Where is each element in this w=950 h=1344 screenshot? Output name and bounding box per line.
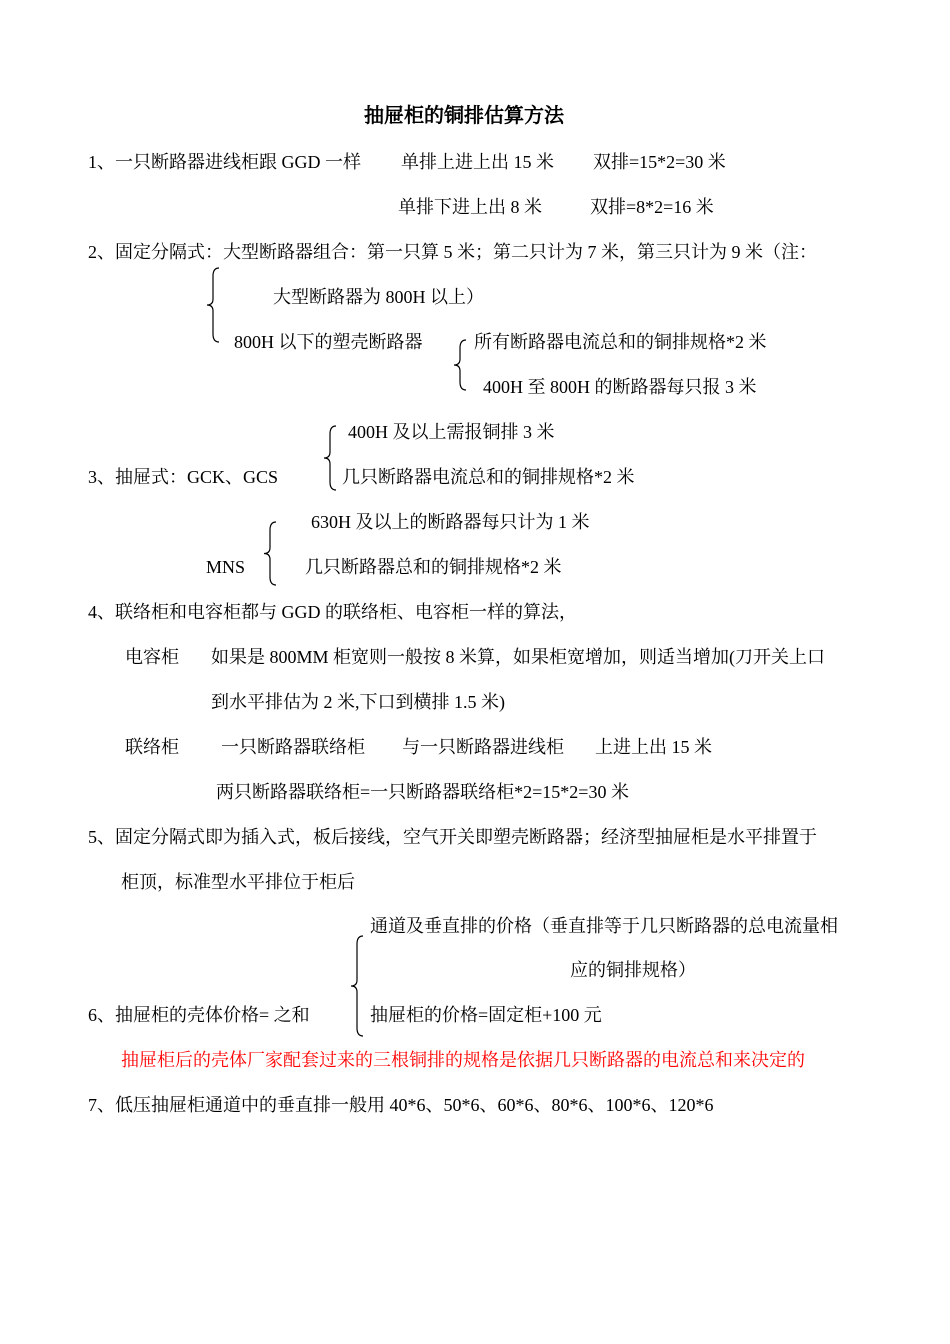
s1-single-top: 单排上进上出 15 米 [401, 152, 554, 172]
curly-brace-4 [264, 522, 276, 585]
s4-capacitor-label: 电容柜 [125, 647, 179, 667]
s6-channel-price-cont: 应的铜排规格） [570, 960, 696, 980]
s3-rule-1: 400H 及以上需报铜排 3 米 [348, 422, 555, 442]
s3-mns-label: MNS [206, 557, 246, 577]
s1-double-bottom: 双排=8*2=16 米 [590, 197, 714, 217]
s5-text-cont: 柜顶，标准型水平排位于柜后 [121, 872, 355, 892]
s4-tie-length: 上进上出 15 米 [595, 737, 712, 757]
s6-highlight-note: 抽屉柜后的壳体厂家配套过来的三根铜排的规格是依据几只断路器的电流总和来决定的 [121, 1050, 805, 1070]
s2-rule-2: 400H 至 800H 的断路器每只报 3 米 [483, 377, 757, 397]
curly-brace-5 [351, 936, 363, 1036]
curly-brace-1 [207, 268, 219, 342]
s2-mccb: 800H 以下的塑壳断路器 [234, 332, 423, 352]
curly-brace-2 [454, 340, 466, 390]
s6-channel-price: 通道及垂直排的价格（垂直排等于几只断路器的总电流量相 [370, 916, 838, 936]
s5-text: 5、固定分隔式即为插入式，板后接线，空气开关即塑壳断路器；经济型抽屉柜是水平排置于 [88, 827, 817, 847]
s3-mns-rule-1: 630H 及以上的断路器每只计为 1 米 [311, 512, 590, 532]
s4-tie-label: 联络柜 [125, 737, 179, 757]
s3-mns-rule-2: 几只断路器总和的铜排规格*2 米 [305, 557, 562, 577]
curly-brace-3 [324, 426, 336, 490]
s3-label: 3、抽屉式：GCK、GCS [88, 467, 279, 487]
s2-rule-1: 所有断路器电流总和的铜排规格*2 米 [474, 332, 767, 352]
s4-tie-same: 与一只断路器进线柜 [402, 737, 564, 757]
s1-label: 1、一只断路器进线柜跟 GGD 一样 [88, 152, 361, 172]
s7-text: 7、低压抽屉柜通道中的垂直排一般用 40*6、50*6、60*6、80*6、100*6、120*6 [88, 1095, 714, 1115]
s6-label: 6、抽屉柜的壳体价格= 之和 [88, 1005, 310, 1025]
s4-capacitor-rule: 如果是 800MM 柜宽则一般按 8 米算，如果柜宽增加，则适当增加(刀开关上口 [211, 647, 826, 667]
document-title: 抽屉柜的铜排估算方法 [364, 105, 564, 127]
s4-tie-single: 一只断路器联络柜 [221, 737, 365, 757]
s3-rule-2: 几只断路器电流总和的铜排规格*2 米 [342, 467, 635, 487]
s6-drawer-price: 抽屉柜的价格=固定柜+100 元 [370, 1005, 602, 1025]
s4-label: 4、联络柜和电容柜都与 GGD 的联络柜、电容柜一样的算法， [88, 602, 577, 622]
s2-label: 2、固定分隔式：大型断路器组合：第一只算 5 米；第二只计为 7 米，第三只计为 9 米（注： [88, 242, 817, 262]
s4-tie-double: 两只断路器联络柜=一只断路器联络柜*2=15*2=30 米 [216, 782, 629, 802]
s1-double-top: 双排=15*2=30 米 [593, 152, 726, 172]
s4-capacitor-rule-cont: 到水平排估为 2 米,下口到横排 1.5 米) [211, 692, 505, 712]
s2-note: 大型断路器为 800H 以上） [273, 287, 484, 307]
s1-single-bottom: 单排下进上出 8 米 [398, 197, 542, 217]
